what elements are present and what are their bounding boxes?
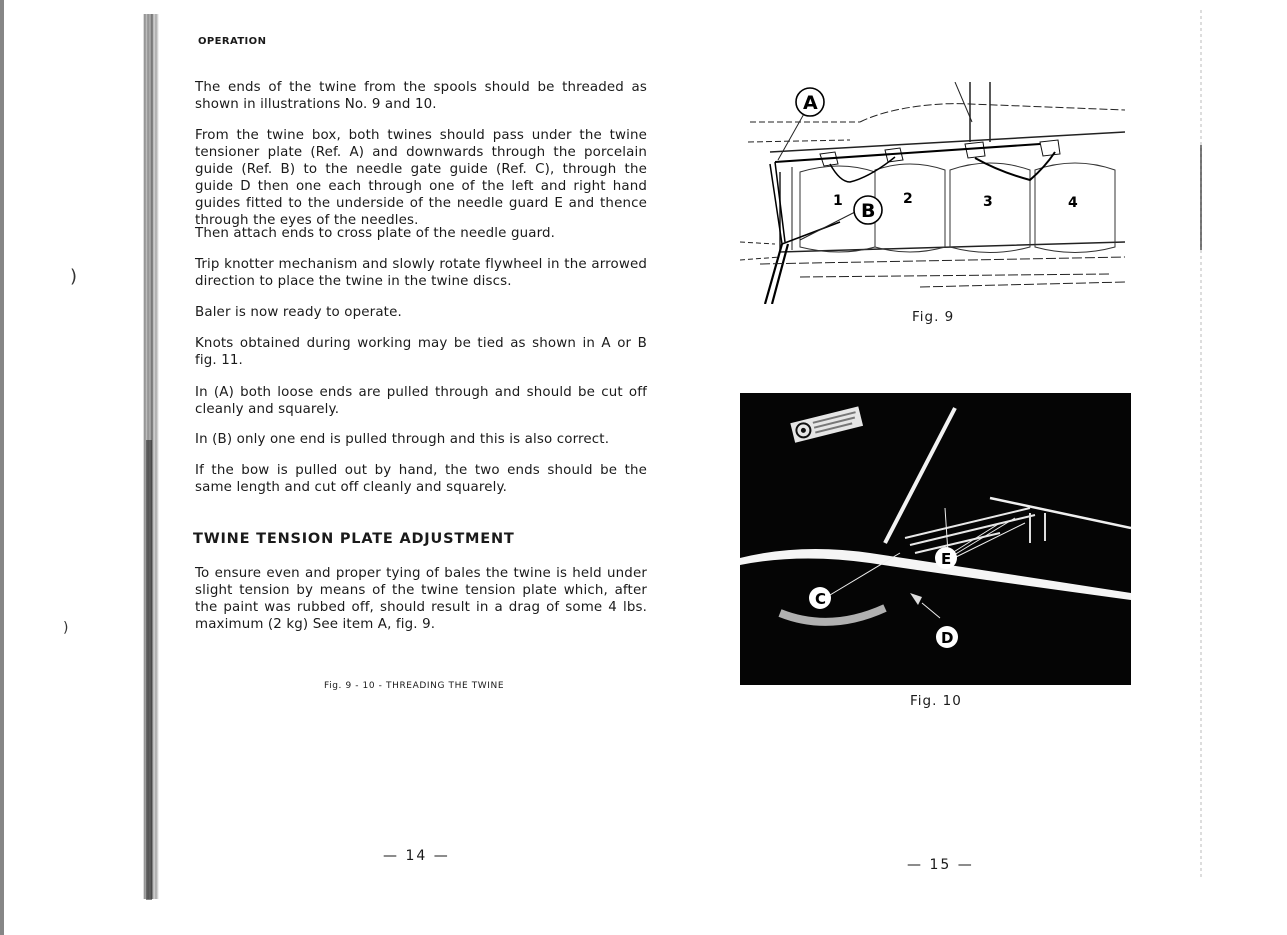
paragraph-attach-ends: Then attach ends to cross plate of the needle guard.	[195, 226, 556, 241]
paragraph-trip-knotter: Trip knotter mechanism and slowly rotate flywheel in the arrowed direction to place the twine in the twine discs.	[195, 257, 647, 289]
scan-artifact: )	[70, 266, 78, 287]
page-number-left: — 14 —	[383, 848, 450, 864]
callout-a-label: A	[803, 92, 818, 114]
figure-caption-threading: Fig. 9 - 10 - THREADING THE TWINE	[324, 681, 505, 691]
heading-twine-tension: TWINE TENSION PLATE ADJUSTMENT	[193, 531, 515, 547]
svg-text:1: 1	[833, 193, 843, 209]
figure-10-photo	[740, 393, 1131, 685]
callout-e-label: E	[941, 550, 952, 568]
paragraph-threading-route: From the twine box, both twines should pass under the twine tensioner plate (Ref. A) and downwards through the porcelain guide (Ref. B) to the needle gate guide (Ref. C), through the guide D then one each through one of the left and right hand guides fitted to the underside of the needle guard E and thence through the eyes of the needles.	[195, 128, 647, 228]
needle-guard-photo	[740, 393, 1131, 685]
figure-9-caption: Fig. 9	[912, 309, 955, 325]
twine-spools-diagram	[740, 82, 1125, 304]
paragraph-tension-plate: To ensure even and proper tying of bales the twine is held under slight tension by means of the twine tension plate which, after the paint was rubbed off, should result in a drag of some 4 lbs. maximum (2 kg) See item A, fig. 9.	[195, 566, 647, 632]
callout-d-label: D	[941, 629, 954, 647]
scan-artifact: )	[63, 620, 69, 636]
page-number-right: — 15 —	[907, 857, 974, 873]
callout-b-label: B	[861, 200, 876, 222]
page-binding-shadow	[146, 440, 152, 900]
paragraph-intro: The ends of the twine from the spools should be threaded as shown in illustrations No. 9 and 10.	[195, 80, 647, 112]
svg-text:4: 4	[1068, 195, 1078, 211]
figure-9-drawing	[740, 82, 1125, 304]
paragraph-knot-b: In (B) only one end is pulled through and this is also correct.	[195, 432, 610, 447]
paragraph-knot-a: In (A) both loose ends are pulled through and should be cut off cleanly and squarely.	[195, 385, 647, 417]
svg-text:3: 3	[983, 194, 993, 210]
scan-edge-left	[0, 0, 4, 935]
section-label: OPERATION	[198, 36, 267, 47]
figure-10-caption: Fig. 10	[910, 693, 962, 709]
paragraph-ready: Baler is now ready to operate.	[195, 305, 402, 320]
page-edge-right	[1200, 10, 1202, 880]
callout-c-label: C	[815, 590, 827, 608]
paragraph-knots: Knots obtained during working may be tied as shown in A or B fig. 11.	[195, 336, 647, 368]
svg-text:2: 2	[903, 191, 913, 207]
page-edge-right-shadow	[1200, 145, 1202, 250]
paragraph-bow: If the bow is pulled out by hand, the two ends should be the same length and cut off cleanly and squarely.	[195, 463, 647, 495]
